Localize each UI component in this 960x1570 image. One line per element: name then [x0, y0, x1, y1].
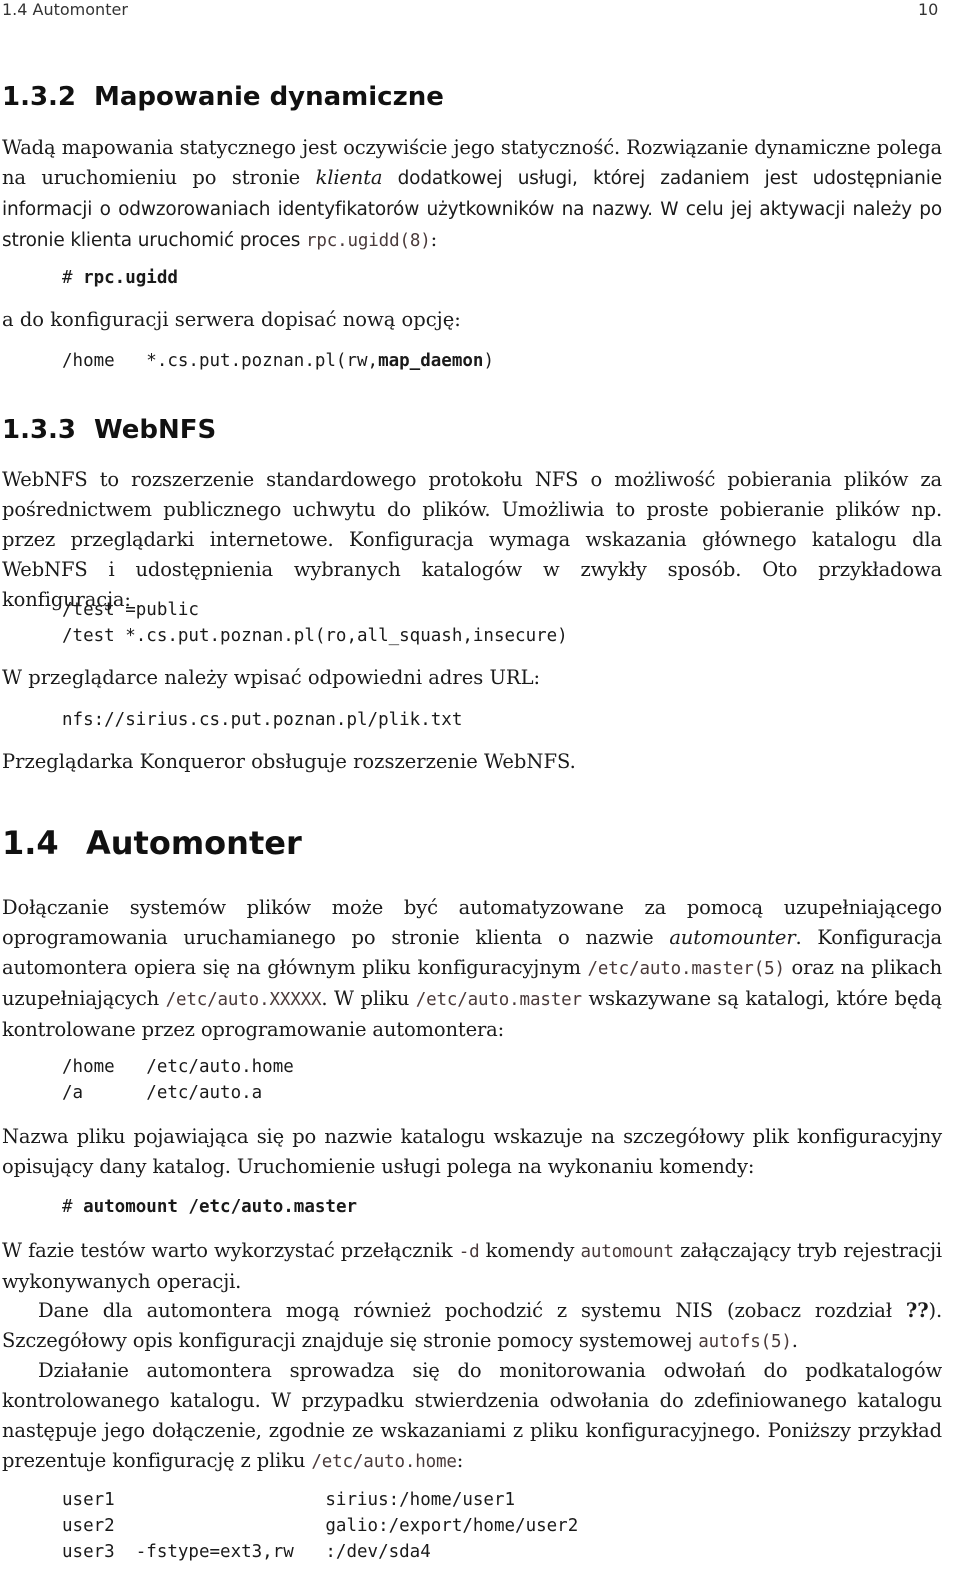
paragraph-nis-source	[2, 1296, 942, 1357]
section-number: 1.4	[2, 824, 59, 862]
paragraph-server-option: a do konfiguracji serwera dopisać nową opcję:	[2, 308, 461, 331]
command: rpc.ugidd	[83, 268, 178, 288]
inline-code: rpc.ugidd(8)	[305, 231, 431, 251]
code-master-map-1: /home /etc/auto.home	[62, 1057, 294, 1077]
text: . Konfiguracja automontera opiera się na głównym pliku konfiguracyjnym	[2, 926, 942, 979]
text: Wadą mapowania statycznego jest oczywiście jego statyczność. Rozwiązanie dynamiczne polega na uruchomieniu po stronie	[2, 136, 942, 189]
code-command-automount	[62, 1197, 357, 1217]
section-number: 1.3.3	[2, 415, 77, 445]
text: Działanie automontera sprowadza się do monitorowania odwołań do podkatalogów kontrolowanego katalogu. W przypadku stwierdzenia odwołania do zdefiniowanego katalogu następuje jego dołączenie, zgodnie ze wskazaniami z pliku konfiguracyjnego. Poniższy przykład prezentuje konfigurację z pliku	[2, 1359, 942, 1472]
text: Dane dla automontera mogą również pochodzić z systemu NIS (zobacz rozdział	[38, 1299, 906, 1322]
text: :	[430, 228, 438, 251]
code-auto-home-line-3: user3 -fstype=ext3,rw :/dev/sda4	[62, 1542, 431, 1562]
inline-code: /etc/auto.XXXXX	[165, 990, 322, 1010]
text: Dołączanie systemów plików może być automatyzowane za pomocą uzupełniającego oprogramowania uruchamianego po stronie klienta o nazwie	[2, 896, 942, 949]
code-bold: map_daemon	[378, 351, 484, 371]
paragraph-dynamic-mapping	[2, 133, 942, 256]
paragraph-konqueror: Przeglądarka Konqueror obsługuje rozszerzenie WebNFS.	[2, 750, 576, 773]
section-title: WebNFS	[94, 415, 217, 445]
code-command-rpc-ugidd	[62, 268, 178, 288]
running-header-section: 1.4 Automonter	[2, 0, 128, 19]
section-title: Mapowanie dynamiczne	[94, 82, 444, 112]
text: wskazywane są katalogi, które będą kontrolowane przez oprogramowanie automontera:	[2, 987, 943, 1041]
paragraph-browser-url: W przeglądarce należy wpisać odpowiedni adres URL:	[2, 666, 541, 689]
paragraph-map-description: Nazwa pliku pojawiająca się po nazwie katalogu wskazuje na szczegółowy plik konfiguracyjny opisujący dany katalog. Uruchomienie usługi polega na wykonaniu komendy:	[2, 1125, 942, 1178]
prompt: #	[62, 268, 84, 288]
paragraph-automounter-operation	[2, 1356, 942, 1477]
code-webnfs-config-1: /test =public	[62, 600, 199, 620]
inline-code: /etc/auto.home	[311, 1452, 457, 1472]
section-title: Automonter	[86, 824, 302, 862]
text: oraz na plikach uzupełniających	[2, 956, 942, 1010]
code-auto-home-line-2: user2 galio:/export/home/user2	[62, 1516, 579, 1536]
code-text: )	[483, 351, 494, 371]
text: .	[791, 1329, 798, 1352]
chapter-reference: ??	[905, 1299, 929, 1322]
inline-code: /etc/auto.master	[415, 990, 582, 1010]
emphasis: klienta	[315, 166, 383, 189]
section-heading-1-3-3	[2, 415, 216, 445]
text: . W pliku	[321, 987, 416, 1010]
section-heading-1-3-2	[2, 82, 444, 112]
text: załączający tryb rejestracji wykonywanych operacji.	[2, 1239, 942, 1293]
inline-code: automount	[580, 1242, 674, 1262]
text: W fazie testów warto wykorzystać przełącznik	[2, 1239, 459, 1262]
code-text: /home *.cs.put.poznan.pl(rw,	[62, 351, 379, 371]
page-number: 10	[918, 0, 939, 19]
inline-code: autofs(5)	[698, 1332, 792, 1352]
code-webnfs-config-2: /test *.cs.put.poznan.pl(ro,all_squash,insecure)	[62, 626, 568, 646]
code-auto-home-line-1: user1 sirius:/home/user1	[62, 1490, 516, 1510]
text: :	[456, 1449, 464, 1472]
paragraph-debug-switch	[2, 1236, 942, 1297]
section-heading-1-4	[2, 824, 302, 862]
inline-code: -d	[458, 1242, 480, 1262]
text: komendy	[479, 1239, 581, 1262]
code-master-map-2: /a /etc/auto.a	[62, 1083, 263, 1103]
text: ). Szczegółowy opis konfiguracji znajduje się stronie pomocy systemowej	[2, 1299, 942, 1352]
text: dodatkowej usługi, której zadaniem jest udostępnianie informacji o odwzorowaniach identyfikatorów użytkowników na nazwy. W celu jej aktywacji należy po stronie klienta uruchomić proces	[2, 168, 942, 251]
command: automount /etc/auto.master	[83, 1197, 358, 1217]
paragraph-automounter-intro	[2, 893, 942, 1045]
emphasis: automounter	[669, 926, 796, 949]
code-nfs-url: nfs://sirius.cs.put.poznan.pl/plik.txt	[62, 710, 463, 730]
paragraph-webnfs: WebNFS to rozszerzenie standardowego protokołu NFS o możliwość pobierania plików za pośrednictwem publicznego uchwytu do plików. Umożliwia to proste pobieranie plików np. przez przeglądarki internetowe. Konfiguracja wymaga wskazania głównego katalogu dla WebNFS i udostępnienia wybranych katalogów w zwykły sposób. Oto przykładowa konfiguracja:	[2, 468, 942, 611]
section-number: 1.3.2	[2, 82, 77, 112]
prompt: #	[62, 1197, 84, 1217]
code-exports-line	[62, 351, 494, 371]
inline-code: /etc/auto.master(5)	[587, 959, 785, 979]
